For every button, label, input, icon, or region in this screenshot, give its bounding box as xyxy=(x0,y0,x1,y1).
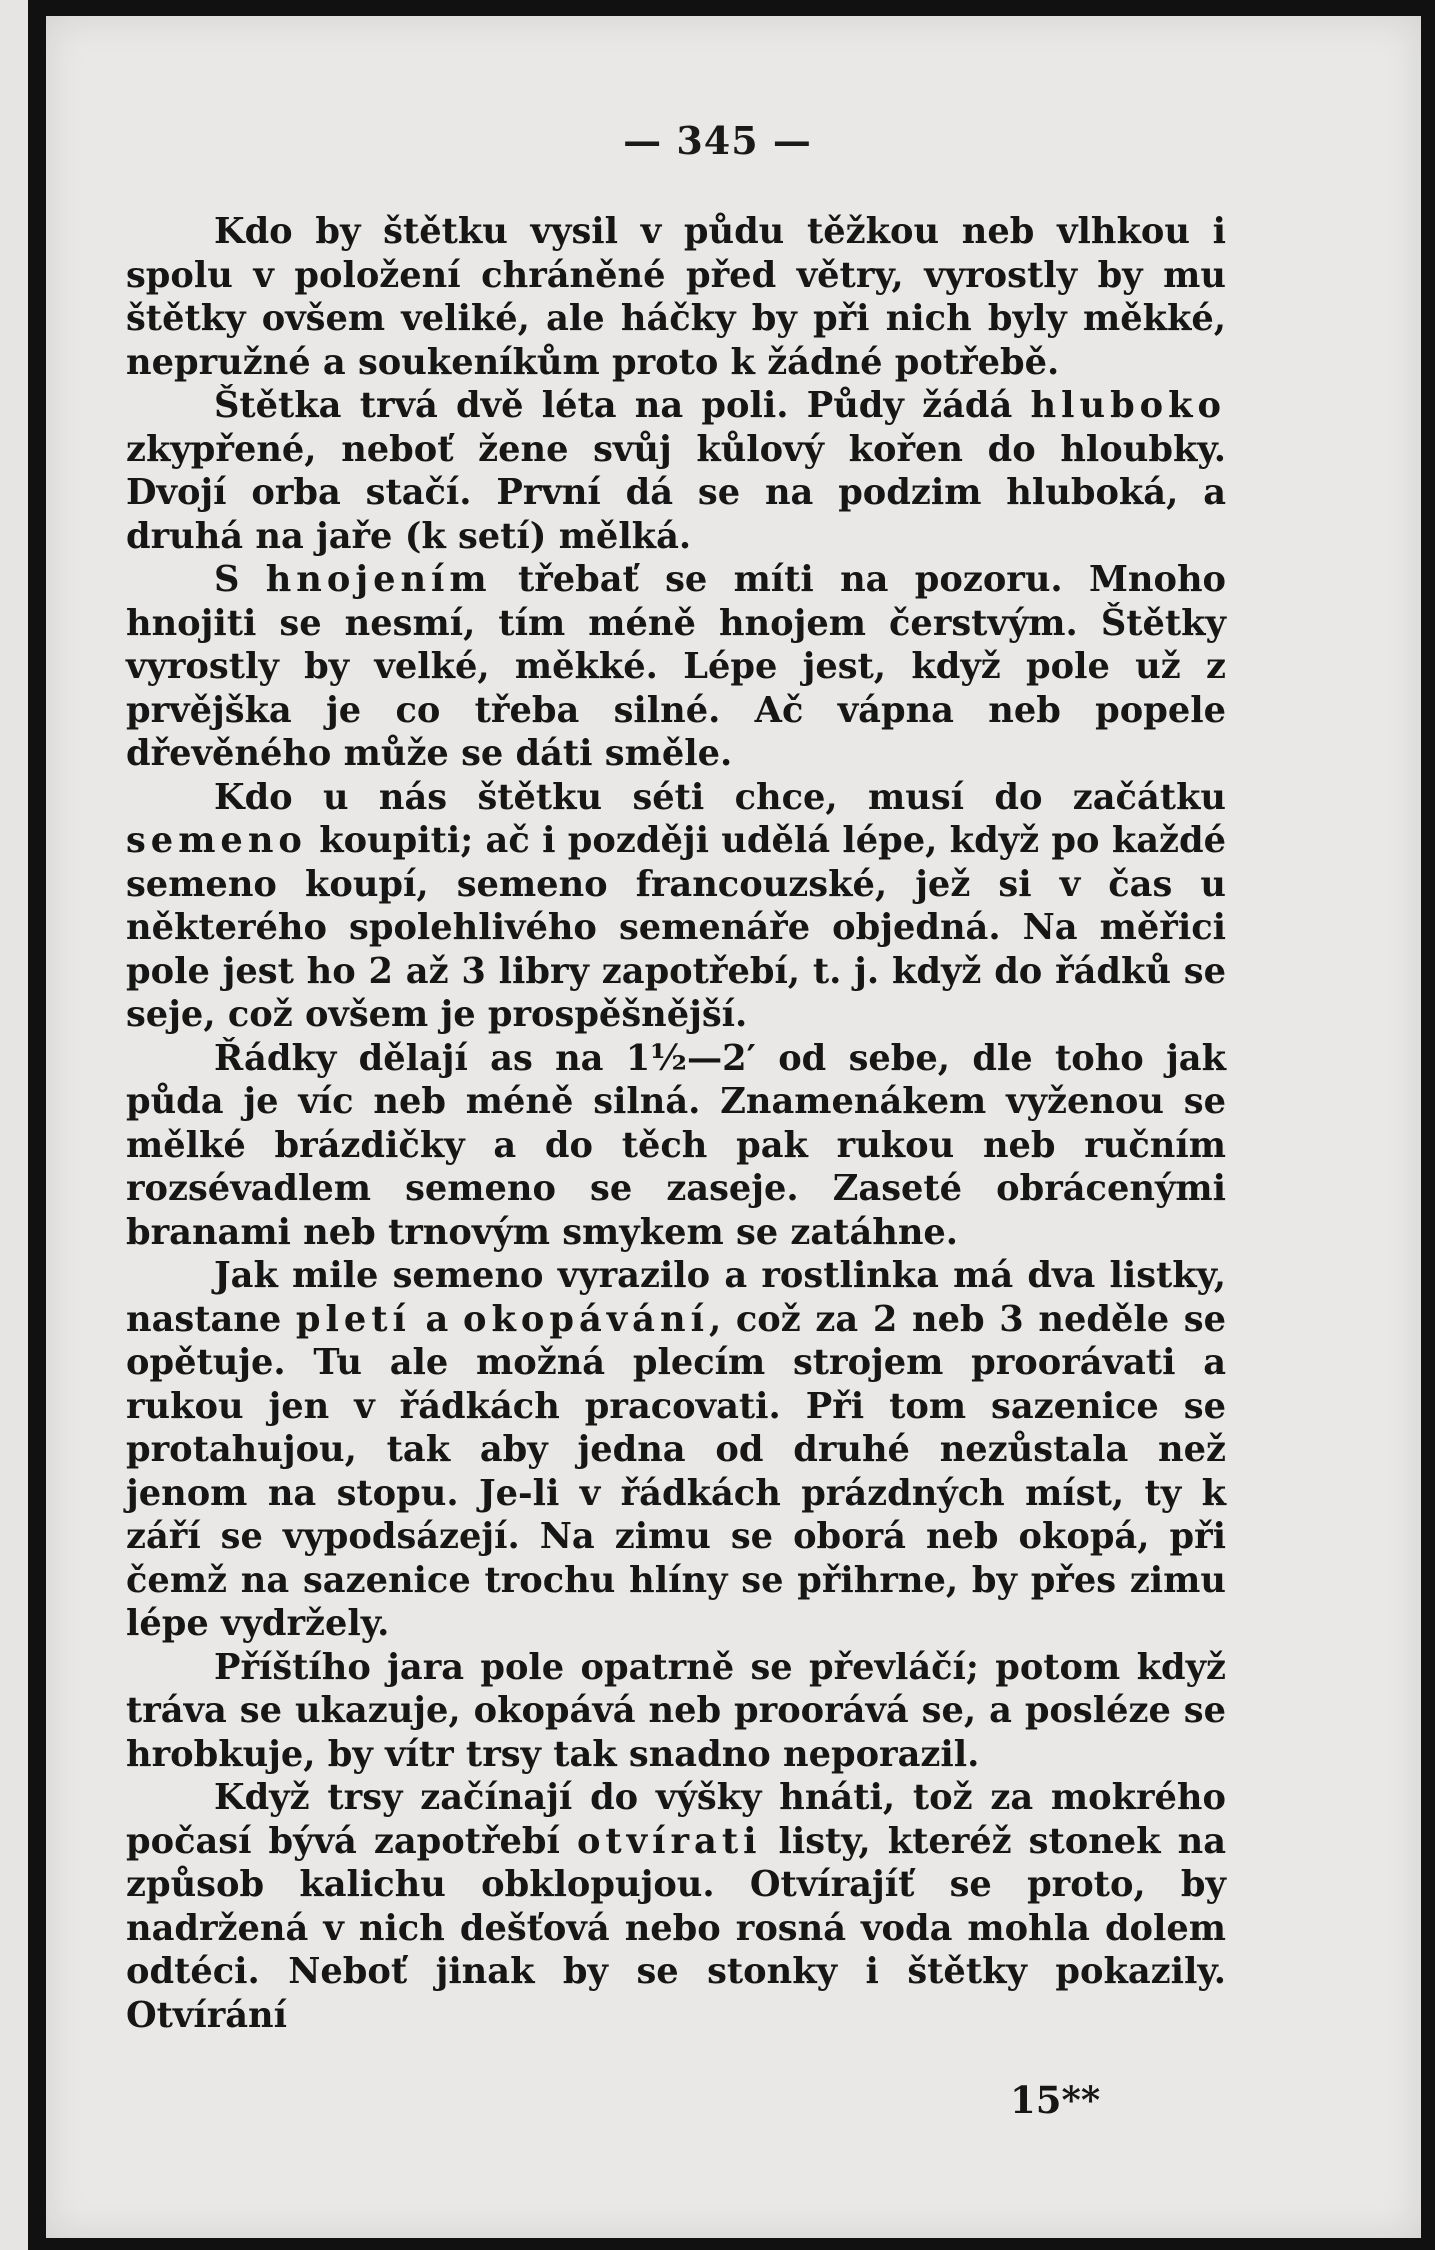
text-run: zkypřené, neboť žene svůj kůlový kořen do hloubky. Dvojí orba stačí. První dá se na podzim hluboká, a druhá na jaře (k setí) mělká. xyxy=(126,428,1226,557)
paragraph xyxy=(126,1646,1226,1777)
paragraph xyxy=(126,776,1226,1037)
emphasized-term: otvírati xyxy=(576,1820,762,1862)
text-run: listy, kteréž stonek na způsob kalichu obklopujou. Otvírajíť se proto, by nadržená v nich dešťová nebo rosná voda mohla dolem odtéci. Neboť jinak by se stonky i štětky pokazily. Otvírání xyxy=(126,1820,1226,2036)
page-number: — 345 — xyxy=(623,118,812,163)
text-body xyxy=(126,210,1226,2037)
facing-page-edge xyxy=(0,0,28,2250)
paragraph xyxy=(126,1254,1226,1646)
book-gutter xyxy=(28,0,46,2250)
emphasized-term: semeno xyxy=(126,820,307,861)
text-run: S xyxy=(214,559,266,600)
signature-mark: 15** xyxy=(1010,2078,1101,2122)
text-run: Štětka trvá dvě léta na poli. Půdy žádá xyxy=(214,385,1031,426)
emphasized-term: hnojením xyxy=(265,559,492,600)
emphasized-term: okopávání xyxy=(463,1298,709,1340)
paragraph xyxy=(126,558,1226,776)
text-run: Kdo by štětku vysil v půdu těžkou neb vlhkou i spolu v položení chráněné před větry, vyrostly by mu štětky ovšem veliké, ale háčky by při nich byly měkké, nepružné a soukeníkům proto k žádné potřebě. xyxy=(126,211,1226,383)
text-run: Jak mile semeno vyrazilo a rostlinka má dva listky, nastane xyxy=(126,1255,1226,1340)
text-run: , což za 2 neb 3 neděle se opětuje. Tu ale možná plecím strojem proorávati a rukou jen v řádkách pracovati. Při tom sazenice se protahujou, tak aby jedna od druhé nezůstala než jenom na stopu. Je-li v řádkách prázdných míst, ty k září se vypodsázejí. Na zimu se oborá neb okopá, při čemž na sazenice trochu hlíny se přihrne, by přes zimu lépe vydržely. xyxy=(126,1298,1226,1644)
text-run: Příštího jara pole opatrně se převláčí; potom když tráva se ukazuje, okopává neb proorává se, a posléze se hrobkuje, by vítr trsy tak snadno neporazil. xyxy=(126,1646,1226,1775)
text-run: a xyxy=(410,1298,464,1340)
text-run: koupiti; ač i později udělá lépe, když po každé semeno koupí, semeno francouzské, jež si v čas u některého spolehlivého semenáře objedná. Na měřici pole jest ho 2 až 3 libry zapotřebí, t. j. když do řádků se seje, což ovšem je prospěšnější. xyxy=(126,820,1226,1035)
paragraph xyxy=(126,1776,1226,2037)
emphasized-term: pletí xyxy=(295,1298,411,1340)
paragraph xyxy=(126,210,1226,384)
paragraph xyxy=(126,1037,1226,1255)
text-run: třebať se míti na pozoru. Mnoho hnojiti se nesmí, tím méně hnojem čerstvým. Štětky vyrostly by velké, měkké. Lépe jest, když pole už z prvějška je co třeba silné. Ač vápna neb popele dřevěného může se dáti směle. xyxy=(126,559,1227,774)
text-run: Kdo u nás štětku séti chce, musí do začátku xyxy=(214,776,1226,818)
paragraph xyxy=(126,384,1226,558)
text-run: Když trsy začínají do výšky hnáti, tož za mokrého počasí bývá zapotřebí xyxy=(126,1777,1226,1862)
emphasized-term: hluboko xyxy=(1030,385,1226,426)
text-run: Řádky dělají as na 1½—2′ od sebe, dle toho jak půda je víc neb méně silná. Znamenákem vyženou se mělké brázdičky a do těch pak rukou neb ručním rozsévadlem semeno se zaseje. Zaseté obrácenými branami neb trnovým smykem se zatáhne. xyxy=(126,1037,1226,1253)
